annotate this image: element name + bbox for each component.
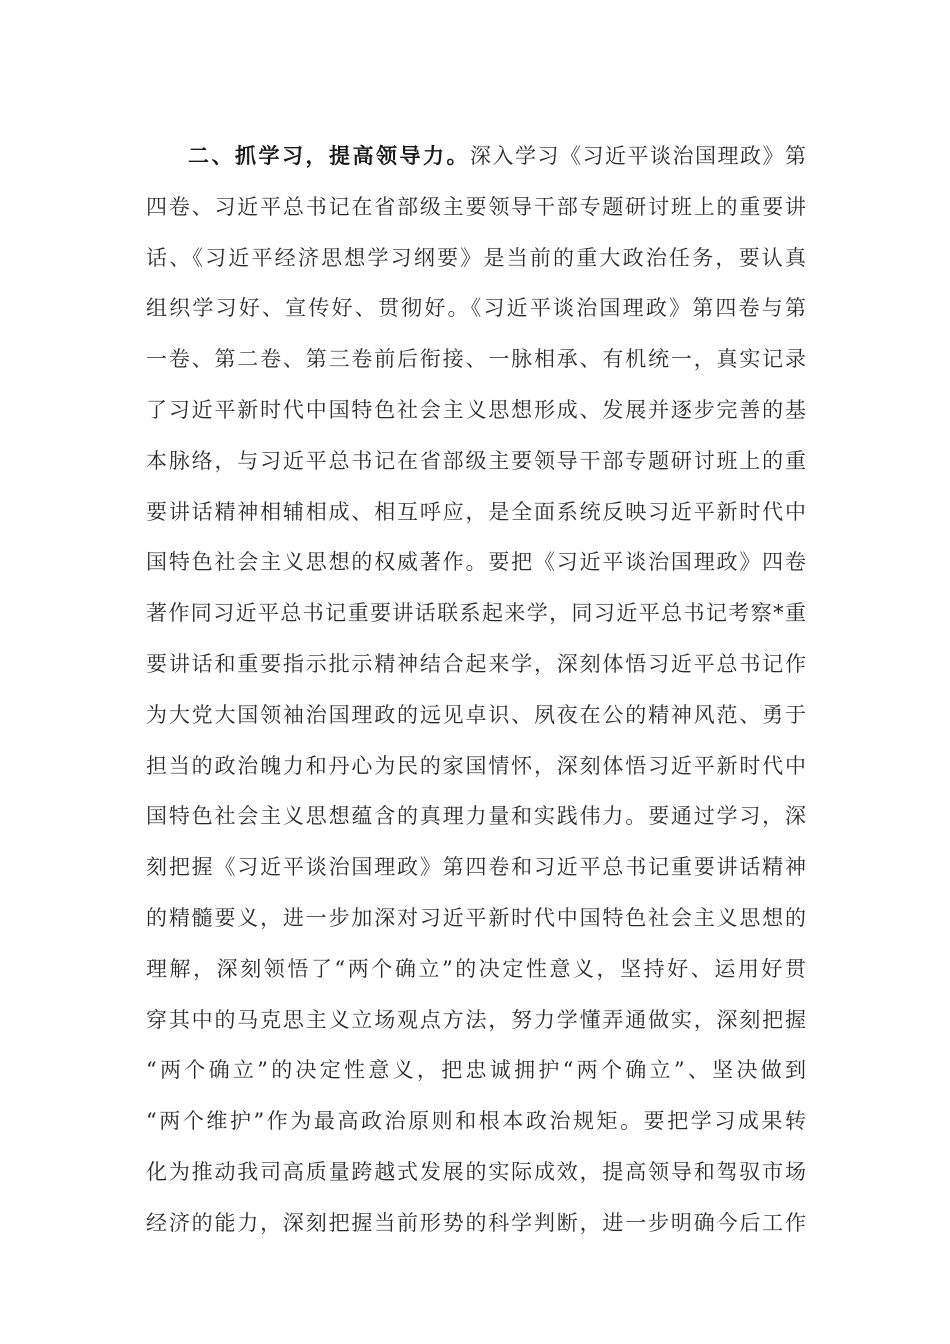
paragraph-line-19: “两个确立”的决定性意义，把忠诚拥护“两个确立”、坚决做到 [146,1058,806,1083]
paragraph-line-2: 四卷、习近平总书记在省部级主要领导干部专题研讨班上的重要讲 [146,194,806,219]
paragraph-line-8: 要讲话精神相辅相成、相互呼应，是全面系统反映习近平新时代中 [146,499,806,524]
paragraph-line-12: 为大党大国领袖治国理政的远见卓识、夙夜在公的精神风范、勇于 [146,702,806,727]
paragraph-line-18: 穿其中的马克思主义立场观点方法，努力学懂弄通做实，深刻把握 [146,1007,806,1032]
paragraph-line-4: 组织学习好、宣传好、贯彻好。《习近平谈治国理政》第四卷与第 [146,296,806,321]
section-heading: 二、抓学习，提高领导力。 [188,144,470,168]
paragraph-line-15: 刻把握《习近平谈治国理政》第四卷和习近平总书记重要讲话精神 [146,855,806,880]
paragraph-line-13: 担当的政治魄力和丹心为民的家国情怀，深刻体悟习近平新时代中 [146,753,806,778]
line-text: 深入学习《习近平谈治国理政》第 [470,144,806,168]
paragraph-line-1 [146,131,806,182]
paragraph-line-11: 要讲话和重要指示批示精神结合起来学，深刻体悟习近平总书记作 [146,651,806,676]
paragraph-line-21: 化为推动我司高质量跨越式发展的实际成效，提高领导和驾驭市场 [146,1159,806,1184]
body-paragraph [146,131,806,1249]
paragraph-line-22: 经济的能力，深刻把握当前形势的科学判断，进一步明确今后工作 [146,1210,806,1235]
paragraph-line-20: “两个维护”作为最高政治原则和根本政治规矩。要把学习成果转 [146,1109,806,1134]
paragraph-line-6: 了习近平新时代中国特色社会主义思想形成、发展并逐步完善的基 [146,397,806,422]
paragraph-line-10: 著作同习近平总书记重要讲话联系起来学，同习近平总书记考察*重 [146,601,806,626]
paragraph-line-9: 国特色社会主义思想的权威著作。要把《习近平谈治国理政》四卷 [146,550,806,575]
paragraph-line-16: 的精髓要义，进一步加深对习近平新时代中国特色社会主义思想的 [146,905,806,930]
paragraph-line-14: 国特色社会主义思想蕴含的真理力量和实践伟力。要通过学习，深 [146,804,806,829]
paragraph-line-5: 一卷、第二卷、第三卷前后衔接、一脉相承、有机统一，真实记录 [146,347,806,372]
paragraph-line-17: 理解，深刻领悟了“两个确立”的决定性意义，坚持好、运用好贯 [146,956,806,981]
paragraph-line-7: 本脉络，与习近平总书记在省部级主要领导干部专题研讨班上的重 [146,448,806,473]
paragraph-line-3: 话、《习近平经济思想学习纲要》是当前的重大政治任务，要认真 [146,245,806,270]
